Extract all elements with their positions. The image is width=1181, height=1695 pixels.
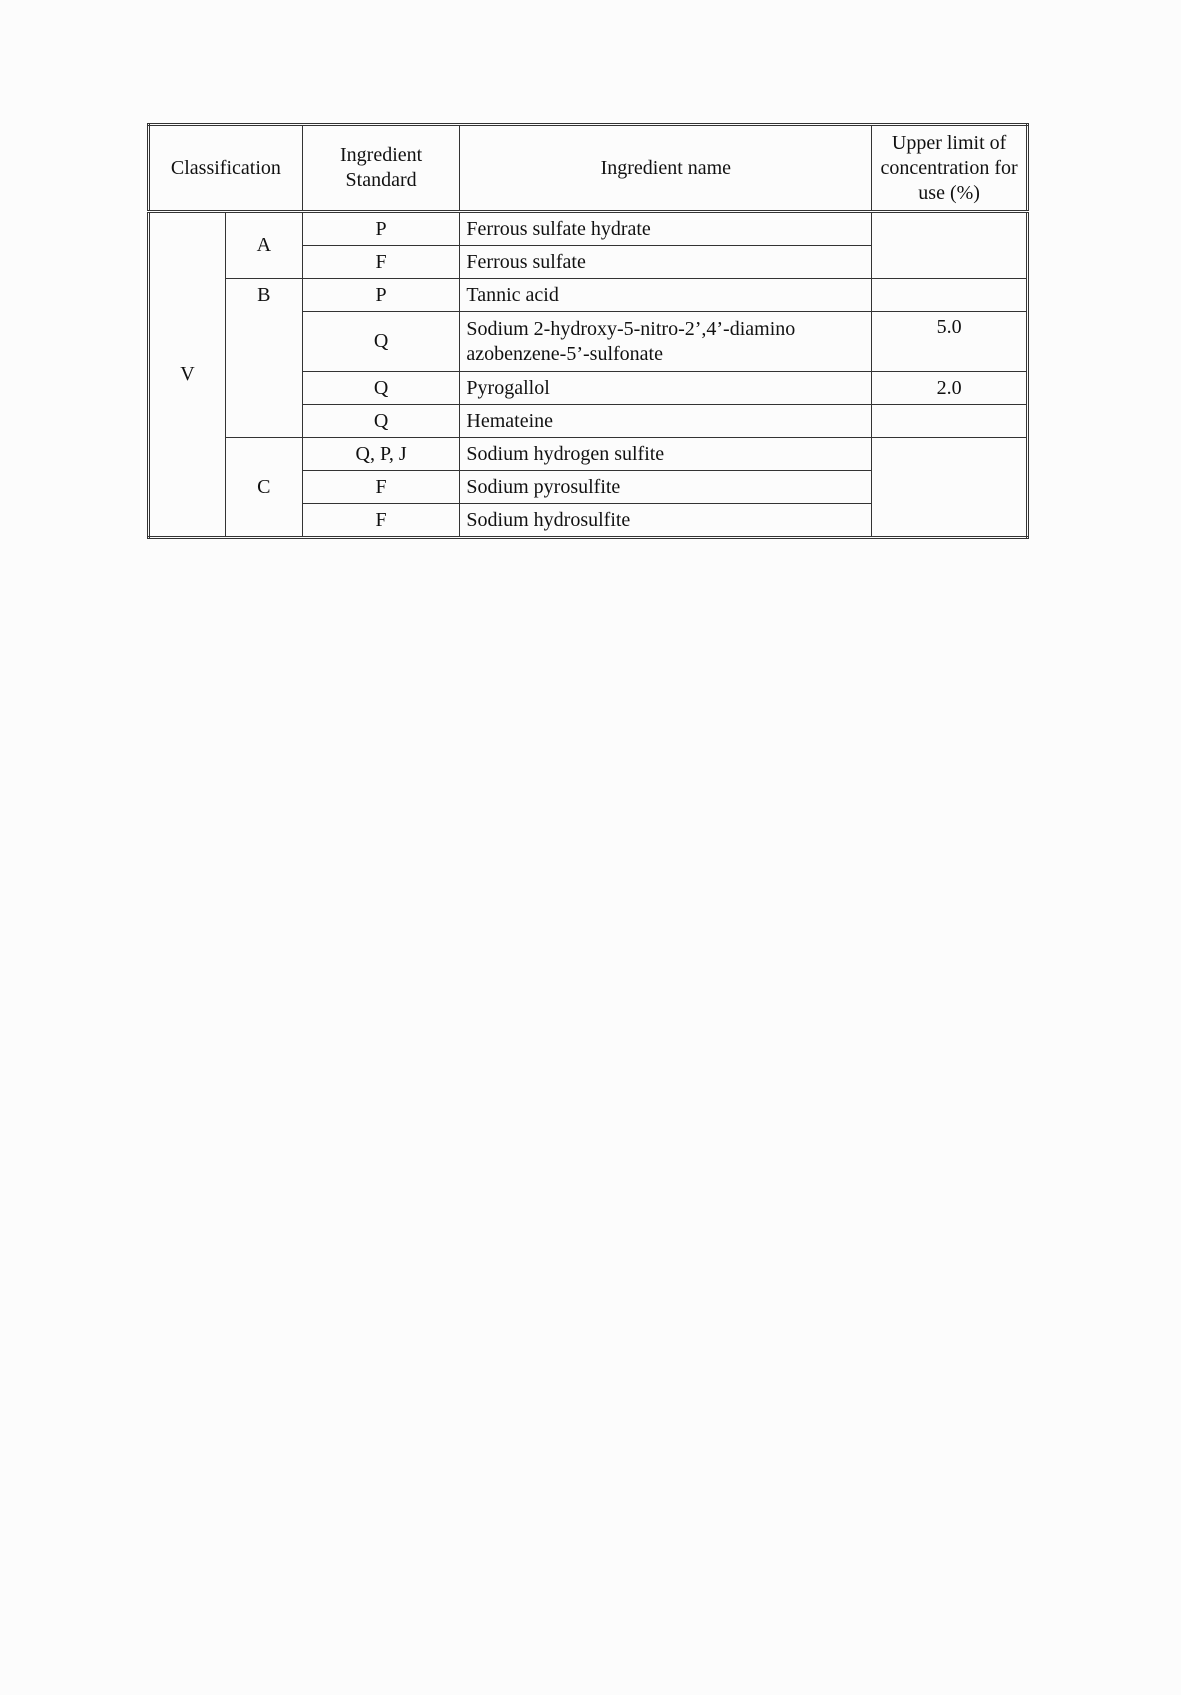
ingredient-standard: Q: [302, 372, 460, 405]
group-label-c: C: [225, 438, 302, 538]
ingredient-name: Ferrous sulfate hydrate: [460, 212, 872, 246]
table-row: [149, 279, 1028, 312]
upper-limit: 5.0: [872, 312, 1028, 372]
ingredient-name: Ferrous sulfate: [460, 246, 872, 279]
ingredient-name: Sodium pyrosulfite: [460, 471, 872, 504]
upper-limit: [872, 279, 1028, 312]
header-row: [149, 125, 1028, 212]
ingredient-table: [147, 123, 1029, 539]
group-label-a: A: [225, 212, 302, 279]
upper-limit: [872, 405, 1028, 438]
table-row: [149, 212, 1028, 246]
ingredient-standard: P: [302, 212, 460, 246]
ingredient-standard: Q, P, J: [302, 438, 460, 471]
ingredient-standard: Q: [302, 405, 460, 438]
header-ingredient-name: Ingredient name: [460, 125, 872, 212]
upper-limit: [872, 212, 1028, 279]
classification-main: V: [149, 212, 226, 538]
ingredient-name: Sodium 2-hydroxy-5-nitro-2’,4’-diamino azobenzene-5’-sulfonate: [460, 312, 872, 372]
ingredient-standard: F: [302, 504, 460, 538]
ingredient-name: Sodium hydrosulfite: [460, 504, 872, 538]
ingredient-standard: Q: [302, 312, 460, 372]
group-label-b: B: [225, 279, 302, 438]
ingredient-standard: P: [302, 279, 460, 312]
ingredient-standard: F: [302, 471, 460, 504]
upper-limit: 2.0: [872, 372, 1028, 405]
header-upper-limit: Upper limit of concentration for use (%): [872, 125, 1028, 212]
table-row: [149, 438, 1028, 471]
ingredient-standard: F: [302, 246, 460, 279]
ingredient-name: Tannic acid: [460, 279, 872, 312]
ingredient-name: Pyrogallol: [460, 372, 872, 405]
ingredient-name: Hemateine: [460, 405, 872, 438]
ingredient-name: Sodium hydrogen sulfite: [460, 438, 872, 471]
header-ingredient-standard: Ingredient Standard: [302, 125, 460, 212]
upper-limit: [872, 438, 1028, 538]
header-classification: Classification: [149, 125, 303, 212]
